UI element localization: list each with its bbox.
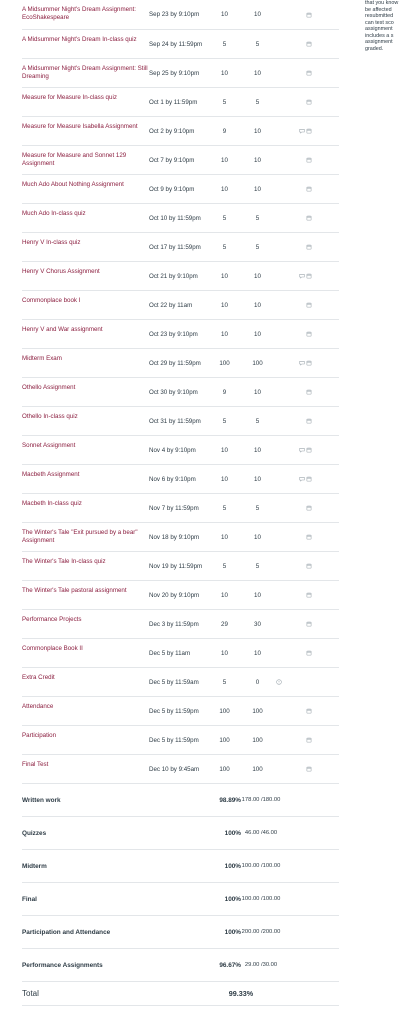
due-date: Oct 23 by 9:10pm (149, 330, 198, 338)
row-icons (274, 262, 314, 290)
score[interactable]: 5 (222, 417, 227, 425)
rubric-icon[interactable] (306, 12, 312, 18)
due-date: Oct 9 by 9:10pm (149, 185, 195, 193)
rubric-icon[interactable] (306, 360, 312, 366)
row-icons (274, 407, 314, 435)
info-icon[interactable] (276, 679, 282, 685)
group-label: Quizzes (22, 829, 47, 837)
score[interactable]: 5 (222, 214, 227, 222)
rubric-icon[interactable] (306, 534, 312, 540)
score[interactable]: 5 (222, 98, 227, 106)
row-icons (274, 697, 314, 725)
due-date: Oct 17 by 11:59pm (149, 243, 201, 251)
group-label: Midterm (22, 862, 47, 870)
points-possible: 10 (254, 388, 261, 396)
score[interactable]: 5 (222, 504, 227, 512)
rubric-icon[interactable] (306, 650, 312, 656)
points-possible: 10 (254, 69, 261, 77)
assignment-link[interactable]: Midterm Exam (22, 355, 62, 362)
rubric-icon[interactable] (306, 99, 312, 105)
group-label: Participation and Attendance (22, 928, 111, 936)
group-percent: 100% (224, 928, 241, 936)
points-possible: 5 (255, 504, 260, 512)
rubric-icon[interactable] (306, 563, 312, 569)
score[interactable]: 10 (221, 649, 228, 657)
side-note-line: assignment (365, 39, 393, 45)
due-date: Sep 25 by 9:10pm (149, 69, 200, 77)
row-icons (274, 639, 314, 667)
assignment-link[interactable]: Much Ado In-class quiz (22, 210, 86, 217)
rubric-icon[interactable] (306, 476, 312, 482)
score[interactable]: 10 (221, 446, 228, 454)
score[interactable]: 10 (221, 475, 228, 483)
assignment-row (22, 290, 339, 319)
score[interactable]: 9 (222, 127, 227, 135)
points-possible: 30 (254, 620, 261, 628)
row-icons (274, 726, 314, 754)
assignment-link[interactable]: Macbeth Assignment (22, 471, 80, 478)
score[interactable]: 100 (219, 707, 230, 715)
assignment-row (22, 174, 339, 203)
due-date: Dec 3 by 11:59pm (149, 620, 199, 628)
assignment-row (22, 754, 339, 783)
side-note-line: graded. (365, 45, 384, 52)
group-total-row (22, 882, 339, 915)
assignment-link[interactable]: Henry V Chorus Assignment (22, 268, 100, 275)
points-possible: 100 (252, 707, 263, 715)
assignment-row (22, 493, 339, 522)
assignment-row (22, 551, 339, 580)
row-icons (274, 523, 314, 551)
assignment-link[interactable]: The Winter's Tale In-class quiz (22, 558, 106, 565)
assignment-link[interactable]: Sonnet Assignment (22, 442, 76, 449)
row-icons (274, 204, 314, 232)
row-icons (274, 581, 314, 609)
assignment-link[interactable]: Macbeth In-class quiz (22, 500, 82, 507)
rubric-icon[interactable] (306, 621, 312, 627)
rubric-icon[interactable] (306, 157, 312, 163)
score[interactable]: 100 (219, 359, 230, 367)
points-possible: 100 (252, 765, 263, 773)
rubric-icon[interactable] (306, 41, 312, 47)
due-date: Oct 7 by 9:10pm (149, 156, 195, 164)
score[interactable]: 5 (222, 243, 227, 251)
group-percent: 100% (224, 829, 241, 837)
points-possible: 5 (255, 214, 260, 222)
points-possible: 10 (254, 272, 261, 280)
due-date: Nov 19 by 11:59pm (149, 562, 203, 570)
side-note-line: can test sco (365, 19, 394, 26)
row-icons (274, 465, 314, 493)
assignment-row (22, 667, 339, 696)
row-icons (274, 349, 314, 377)
points-possible: 10 (254, 446, 261, 454)
rubric-icon[interactable] (306, 737, 312, 743)
assignment-row (22, 435, 339, 464)
row-icons (274, 146, 314, 174)
comment-icon[interactable] (299, 360, 305, 366)
comment-icon[interactable] (299, 128, 305, 134)
due-date: Nov 7 by 11:59pm (149, 504, 199, 512)
group-points: 178.00 / 180.00 (241, 796, 281, 803)
group-points: 29.00 / 30.00 (244, 961, 278, 968)
row-icons (274, 668, 314, 696)
assignment-link[interactable]: Commonplace Book II (22, 645, 83, 652)
points-possible: 5 (255, 562, 260, 570)
row-icons (274, 88, 314, 116)
assignment-row (22, 319, 339, 348)
assignment-row (22, 406, 339, 435)
rubric-icon[interactable] (306, 273, 312, 279)
rubric-icon[interactable] (306, 186, 312, 192)
side-note-line: be affected (365, 6, 392, 13)
rubric-icon[interactable] (306, 331, 312, 337)
group-label: Final (22, 895, 37, 903)
total-percent: 99.33% (228, 989, 254, 998)
due-date: Oct 30 by 9:10pm (149, 388, 198, 396)
points-possible: 100 (252, 359, 263, 367)
assignment-row (22, 29, 339, 58)
score[interactable]: 5 (222, 678, 227, 686)
rubric-icon[interactable] (306, 302, 312, 308)
due-date: Oct 31 by 11:59pm (149, 417, 201, 425)
group-percent: 98.89% (219, 796, 241, 804)
assignment-row (22, 0, 339, 29)
side-note-line: includes a s (365, 32, 394, 39)
due-date: Nov 20 by 9:10pm (149, 591, 200, 599)
score[interactable]: 29 (221, 620, 228, 628)
due-date: Sep 24 by 11:59pm (149, 40, 203, 48)
rubric-icon[interactable] (306, 505, 312, 511)
points-possible: 10 (254, 649, 261, 657)
assignment-link[interactable]: Much Ado About Nothing Assignment (22, 181, 124, 188)
group-total-row (22, 915, 339, 948)
due-date: Oct 29 by 11:59pm (149, 359, 201, 367)
total-label: Total (22, 989, 39, 998)
score[interactable]: 10 (221, 330, 228, 338)
row-icons (274, 117, 314, 145)
rubric-icon[interactable] (306, 215, 312, 221)
points-possible: 5 (255, 243, 260, 251)
assignment-row (22, 522, 339, 551)
row-icons (274, 30, 314, 58)
score[interactable]: 10 (221, 533, 228, 541)
due-date: Dec 5 by 11am (149, 649, 191, 657)
assignment-row (22, 377, 339, 406)
score[interactable]: 5 (222, 562, 227, 570)
due-date: Sep 23 by 9:10pm (149, 11, 200, 18)
due-date: Dec 5 by 11:59pm (149, 707, 199, 715)
due-date: Nov 6 by 9:10pm (149, 475, 196, 483)
assignment-link[interactable]: Attendance (22, 703, 54, 710)
group-label: Performance Assignments (22, 961, 103, 969)
score[interactable]: 5 (222, 40, 227, 48)
group-total-row (22, 816, 339, 849)
assignment-link[interactable]: Performance Projects (22, 616, 82, 623)
due-date: Dec 5 by 11:59pm (149, 736, 199, 744)
assignment-link[interactable]: Measure for Measure In-class quiz (22, 94, 117, 101)
group-points: 200.00 / 200.00 (241, 928, 281, 935)
score[interactable]: 10 (221, 272, 228, 280)
score[interactable]: 100 (219, 736, 230, 744)
points-possible: 10 (254, 591, 261, 599)
row-icons (274, 436, 314, 464)
points-possible: 100 (252, 736, 263, 744)
assignment-link[interactable]: Measure for Measure and Sonnet 129 Assignment (22, 152, 127, 167)
rubric-icon[interactable] (306, 70, 312, 76)
score[interactable]: 10 (221, 591, 228, 599)
comment-icon[interactable] (299, 447, 305, 453)
points-possible: 5 (255, 417, 260, 425)
row-icons (274, 233, 314, 261)
score[interactable]: 10 (221, 11, 228, 18)
assignment-link[interactable]: Commonplace book I (22, 297, 81, 304)
grades-table (22, 0, 339, 1006)
assignment-link[interactable]: Final Test (22, 761, 49, 768)
assignment-link[interactable]: The Winter's Tale "Exit pursued by a bear" Assignment (22, 529, 138, 544)
row-icons (274, 378, 314, 406)
assignment-row (22, 87, 339, 116)
side-note-line: resubmitted (365, 13, 394, 19)
points-possible: 0 (255, 678, 260, 686)
group-total-row (22, 783, 339, 816)
group-total-row (22, 849, 339, 882)
due-date: Oct 1 by 11:59pm (149, 98, 198, 106)
points-possible: 10 (254, 127, 261, 135)
rubric-icon[interactable] (306, 766, 312, 772)
comment-icon[interactable] (299, 476, 305, 482)
assignment-link[interactable]: Measure for Measure Isabella Assignment (22, 123, 138, 130)
assignment-link[interactable]: Participation (22, 732, 57, 739)
due-date: Dec 5 by 11:59am (149, 678, 199, 686)
assignment-link[interactable]: Henry V and War assignment (22, 326, 103, 333)
assignment-link[interactable]: Othello Assignment (22, 384, 76, 391)
group-label: Written work (22, 796, 61, 804)
assignment-link[interactable]: The Winter's Tale pastoral assignment (22, 587, 127, 594)
assignment-row (22, 232, 339, 261)
row-icons (274, 552, 314, 580)
group-percent: 100% (224, 862, 241, 870)
assignment-row (22, 203, 339, 232)
rubric-icon[interactable] (306, 592, 312, 598)
assignment-row (22, 696, 339, 725)
assignment-row (22, 145, 339, 174)
points-possible: 5 (255, 40, 260, 48)
due-date: Oct 21 by 9:10pm (149, 272, 198, 280)
side-note-line: assignment (365, 26, 393, 32)
row-icons (274, 291, 314, 319)
row-icons (274, 0, 314, 29)
score[interactable]: 10 (221, 156, 228, 164)
assignment-link[interactable]: A Midsummer Night's Dream Assignment: EcoShakespeare (22, 6, 136, 21)
group-points: 100.00 / 100.00 (241, 895, 281, 902)
group-percent: 96.67% (219, 961, 241, 969)
points-possible: 5 (255, 98, 260, 106)
assignment-row (22, 638, 339, 667)
row-icons (274, 59, 314, 87)
row-icons (274, 755, 314, 783)
due-date: Oct 2 by 9:10pm (149, 127, 195, 135)
rubric-icon[interactable] (306, 708, 312, 714)
row-icons (274, 610, 314, 638)
due-date: Nov 18 by 9:10pm (149, 533, 200, 541)
points-possible: 10 (254, 475, 261, 483)
points-possible: 10 (254, 11, 261, 18)
points-possible: 10 (254, 301, 261, 309)
group-points: 100.00 / 100.00 (241, 862, 281, 869)
comment-icon[interactable] (299, 273, 305, 279)
score[interactable]: 9 (222, 388, 227, 396)
due-date: Dec 10 by 9:45am (149, 765, 200, 773)
assignment-row (22, 116, 339, 145)
assignment-row (22, 348, 339, 377)
assignment-link[interactable]: Extra Credit (22, 674, 55, 681)
due-date: Nov 4 by 9:10pm (149, 446, 196, 454)
points-possible: 10 (254, 330, 261, 338)
score[interactable]: 10 (221, 185, 228, 193)
rubric-icon[interactable] (306, 418, 312, 424)
score[interactable]: 100 (219, 765, 230, 773)
group-total-row (22, 948, 339, 981)
assignment-row (22, 261, 339, 290)
assignment-row (22, 725, 339, 754)
assignment-link[interactable]: Henry V In-class quiz (22, 239, 81, 246)
total-row (22, 981, 339, 1006)
assignment-link[interactable]: A Midsummer Night's Dream Assignment: Still Dreaming (22, 65, 148, 80)
row-icons (274, 175, 314, 203)
sidebar-what-if-note (365, 0, 402, 80)
points-possible: 10 (254, 156, 261, 164)
rubric-icon[interactable] (306, 128, 312, 134)
due-date: Oct 10 by 11:59pm (149, 214, 201, 222)
rubric-icon[interactable] (306, 389, 312, 395)
group-percent: 100% (224, 895, 241, 903)
assignment-link[interactable]: A Midsummer Night's Dream In-class quiz (22, 36, 137, 43)
assignment-row (22, 580, 339, 609)
rubric-icon[interactable] (306, 244, 312, 250)
score[interactable]: 10 (221, 301, 228, 309)
assignment-link[interactable]: Othello In-class quiz (22, 413, 78, 420)
due-date: Oct 22 by 11am (149, 301, 193, 309)
group-points: 46.00 / 46.00 (244, 829, 278, 836)
row-icons (274, 320, 314, 348)
assignment-row (22, 464, 339, 493)
assignment-row (22, 609, 339, 638)
row-icons (274, 494, 314, 522)
points-possible: 10 (254, 533, 261, 541)
side-note-line: that you know (365, 0, 399, 6)
rubric-icon[interactable] (306, 447, 312, 453)
points-possible: 10 (254, 185, 261, 193)
score[interactable]: 10 (221, 69, 228, 77)
assignment-row (22, 58, 339, 87)
